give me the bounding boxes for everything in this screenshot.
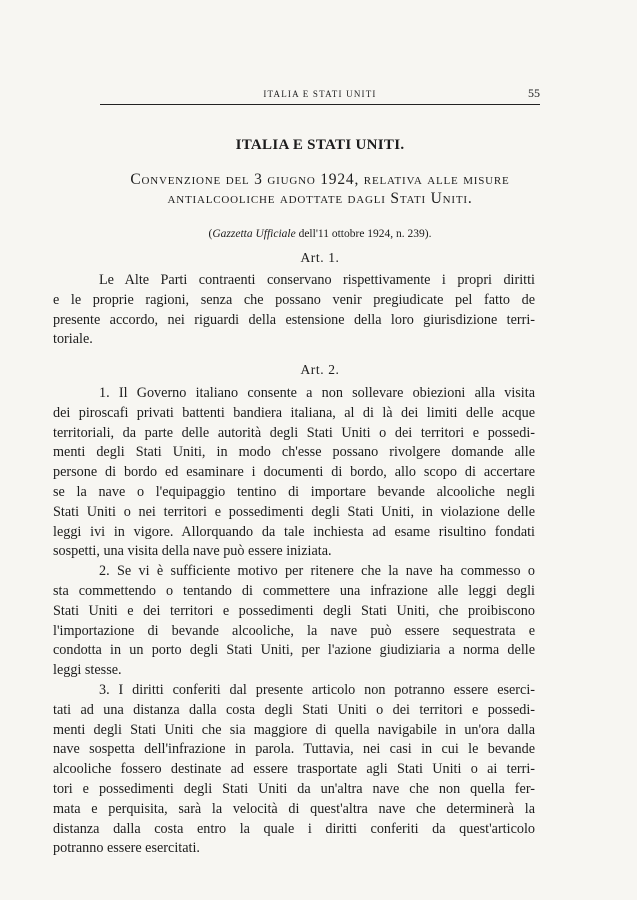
text-line: dei piroscafi privati battenti bandiera italiana, al di là dei limiti delle acque	[53, 404, 535, 421]
subtitle-line-2: antialcooliche adottate dagli Stati Uniti.	[167, 190, 473, 207]
text-line: leggi stesse.	[53, 662, 122, 679]
text-line: 2. Se vi è sufficiente motivo per ritenere che la nave ha commesso o	[99, 563, 535, 580]
text-line: presente accordo, nei riguardi della estensione della loro giurisdizione terri-	[53, 311, 535, 328]
text-line: Stati Uniti e dei territori e possedimenti degli Stati Uniti, che proibiscono	[53, 602, 535, 619]
text-line: distanza dalla costa entro la quale i diritti conferiti da quest'articolo	[53, 820, 535, 837]
text-line: nave sospetta dell'infrazione in parola. Tuttavia, nei casi in cui le bevande	[53, 741, 535, 758]
text-line: toriale.	[53, 331, 93, 348]
text-line: persone di bordo ed esaminare i documenti di bordo, allo scopo di accertare	[53, 464, 535, 481]
running-title: ITALIA E STATI UNITI	[263, 89, 377, 99]
running-header	[100, 86, 540, 105]
subtitle-line-1: Convenzione del 3 giugno 1924, relativa alle misure	[130, 171, 510, 188]
text-line: e le proprie ragioni, senza che possano venir pregiudicate pel fatto de	[53, 291, 535, 308]
text-line: se la nave o l'equipaggio tentino di importare bevande alcooliche negli	[53, 483, 535, 500]
text-line: menti degli Stati Uniti che sia maggiore di quella navigabile in un'ora dalla	[53, 721, 535, 738]
document-subtitle	[100, 170, 540, 208]
article-2-heading: Art. 2.	[300, 362, 340, 377]
text-line: l'importazione di bevande alcooliche, la nave può essere sequestrata e	[53, 622, 535, 639]
document-title: ITALIA E STATI UNITI.	[235, 137, 405, 153]
article-1-body	[53, 271, 535, 350]
source-details: dell'11 ottobre 1924, n. 239).	[295, 228, 432, 240]
text-line: alcooliche fossero destinate ad essere trasportate agli Stati Uniti o ai terri-	[53, 761, 535, 778]
article-2-body	[53, 384, 535, 859]
text-line: menti degli Stati Uniti, in modo ch'esse possano rivolgere domande alle	[53, 444, 535, 461]
source-open-paren: (	[208, 228, 213, 240]
text-line: tori e possedimenti degli Stati Uniti da un'altra nave che non quella fer-	[53, 780, 535, 797]
text-line: Le Alte Parti contraenti conservano rispettivamente i propri diritti	[99, 272, 535, 288]
text-line: sta commettendo o tentando di commettere una infrazione alle leggi degli	[53, 582, 535, 599]
source-journal: Gazzetta Ufficiale	[212, 228, 296, 240]
text-line: territoriali, da parte delle autorità degli Stati Uniti o dei territori e possedi-	[53, 424, 535, 441]
text-line: potranno essere esercitati.	[53, 840, 200, 857]
page-number: 55	[528, 86, 540, 100]
article-1-heading: Art. 1.	[300, 250, 340, 265]
source-citation	[100, 228, 540, 240]
text-line: mata e perquisita, sarà la velocità di quest'altra nave che determinerà la	[53, 800, 535, 817]
text-line: 3. I diritti conferiti dal presente articolo non potranno essere eserci-	[99, 681, 535, 698]
text-line: Stati Uniti o nei territori e possedimenti degli Stati Uniti, in violazione delle	[53, 503, 535, 520]
text-line: leggi ivi in vigore. Allorquando da tale inchiesta ad esame risultino fondati	[53, 523, 535, 540]
text-line: 1. Il Governo italiano consente a non sollevare obiezioni alla visita	[99, 385, 535, 401]
text-line: sospetti, una visita della nave può essere iniziata.	[53, 543, 332, 560]
text-line: tati ad una distanza dalla costa degli Stati Uniti o dei territori e possedi-	[53, 701, 535, 718]
text-line: condotta in un porto degli Stati Uniti, per l'azione giudiziaria a norma delle	[53, 642, 535, 659]
